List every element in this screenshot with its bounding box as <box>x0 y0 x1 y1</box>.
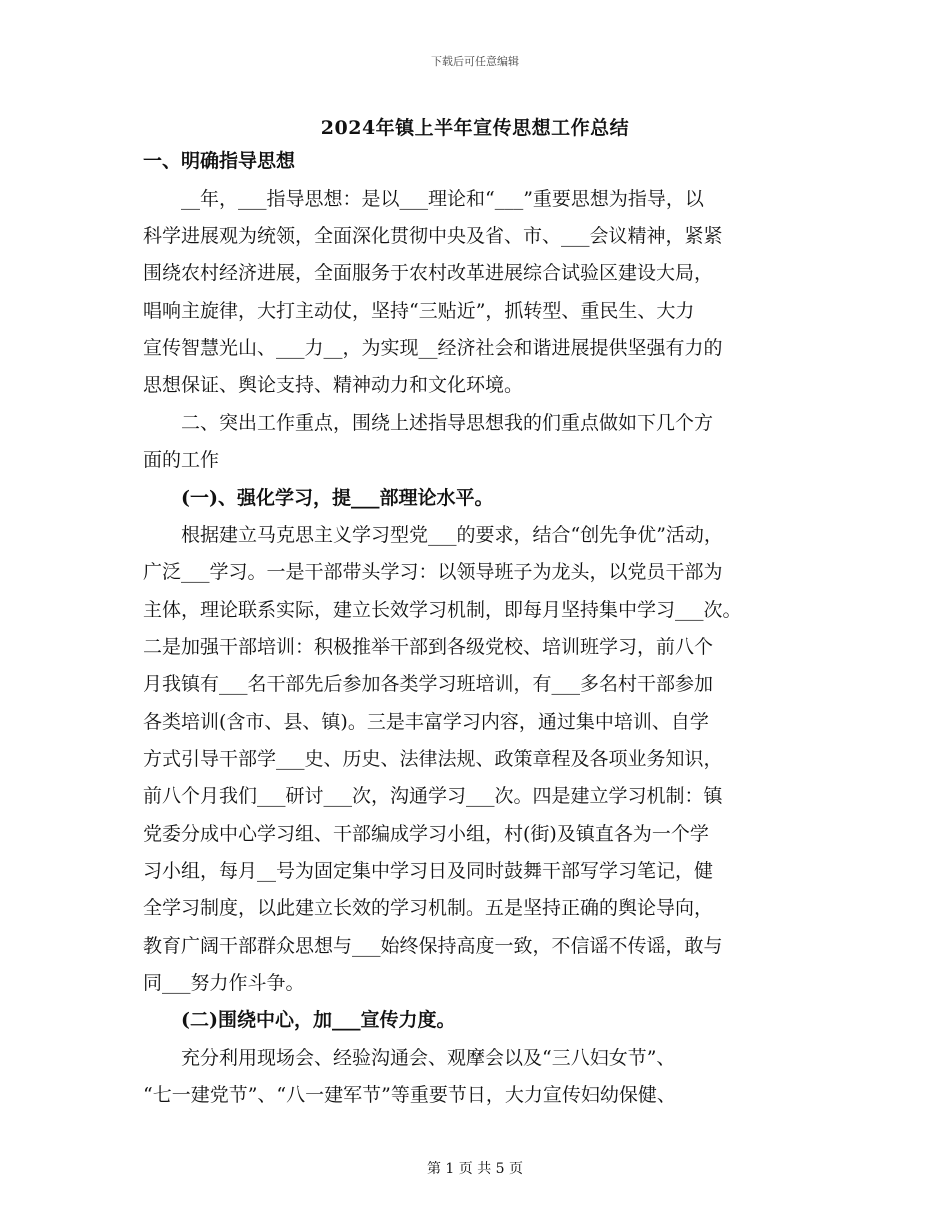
subsection-heading-2: (二)围绕中心，加___宣传力度。 <box>143 1009 456 1031</box>
paragraph-line: 充分利用现场会、经验沟通会、观摩会以及“三八妇女节”、 <box>143 1047 676 1069</box>
subsection-heading-1: (一)、强化学习，提___部理论水平。 <box>143 487 494 509</box>
paragraph-line: 全学习制度，以此建立长效的学习机制。五是坚持正确的舆论导向， <box>143 897 714 919</box>
paragraph-line: 同___努力作斗争。 <box>143 972 305 994</box>
paragraph-line: 广泛___学习。一是干部带头学习：以领导班子为龙头，以党员干部为 <box>143 561 723 583</box>
paragraph-line: 二是加强干部培训：积极推举干部到各级党校、培训班学习，前八个 <box>143 636 714 658</box>
paragraph-line: 方式引导干部学___史、历史、法律法规、政策章程及各项业务知识， <box>143 748 723 770</box>
paragraph-line: 各类培训(含市、县、镇)。三是丰富学习内容，通过集中培训、自学 <box>143 711 709 733</box>
paragraph-line: 围绕农村经济进展，全面服务于农村改革进展综合试验区建设大局， <box>143 262 714 284</box>
paragraph-line: 月我镇有___名干部先后参加各类学习班培训，有___多名村干部参加 <box>143 673 714 695</box>
paragraph-line: “七一建党节”、“八一建军节”等重要节日，大力宣传妇幼保健、 <box>143 1084 676 1106</box>
section-heading-1: 一、明确指导思想 <box>143 150 296 172</box>
paragraph-line: __年，___指导思想：是以___理论和“___”重要思想为指导，以 <box>143 188 704 210</box>
paragraph-line: 主体，理论联系实际，建立长效学习机制，即每月坚持集中学习___次。 <box>143 599 742 621</box>
paragraph-line: 教育广阔干部群众思想与___始终保持高度一致，不信谣不传谣，敢与 <box>143 935 723 957</box>
paragraph-line: 党委分成中心学习组、干部编成学习小组，村(街)及镇直各为一个学 <box>143 823 709 845</box>
paragraph-line: 唱响主旋律，大打主动仗，坚持“三贴近”，抓转型、重民生、大力 <box>143 300 695 322</box>
paragraph-line: 习小组，每月__号为固定集中学习日及同时鼓舞干部写学习笔记，健 <box>143 860 714 882</box>
paragraph-line: 根据建立马克思主义学习型党___的要求，结合“创先争优”活动， <box>143 524 723 546</box>
paragraph-line: 宣传智慧光山、___力__，为实现__经济社会和谐进展提供坚强有力的 <box>143 337 723 359</box>
page-footer: 第 1 页 共 5 页 <box>426 1161 524 1177</box>
paragraph-line: 前八个月我们___研讨___次，沟通学习___次。四是建立学习机制：镇 <box>143 785 723 807</box>
document-title: 2024年镇上半年宣传思想工作总结 <box>320 117 630 139</box>
paragraph-line: 二、突出工作重点，围绕上述指导思想我的们重点做如下几个方 <box>143 412 714 434</box>
paragraph-line: 思想保证、舆论支持、精神动力和文化环境。 <box>143 374 524 396</box>
paragraph-line: 面的工作 <box>143 449 220 471</box>
header-note: 下载后可任意编辑 <box>431 55 519 68</box>
paragraph-line: 科学进展观为统领，全面深化贯彻中央及省、市、___会议精神，紧紧 <box>143 225 723 247</box>
